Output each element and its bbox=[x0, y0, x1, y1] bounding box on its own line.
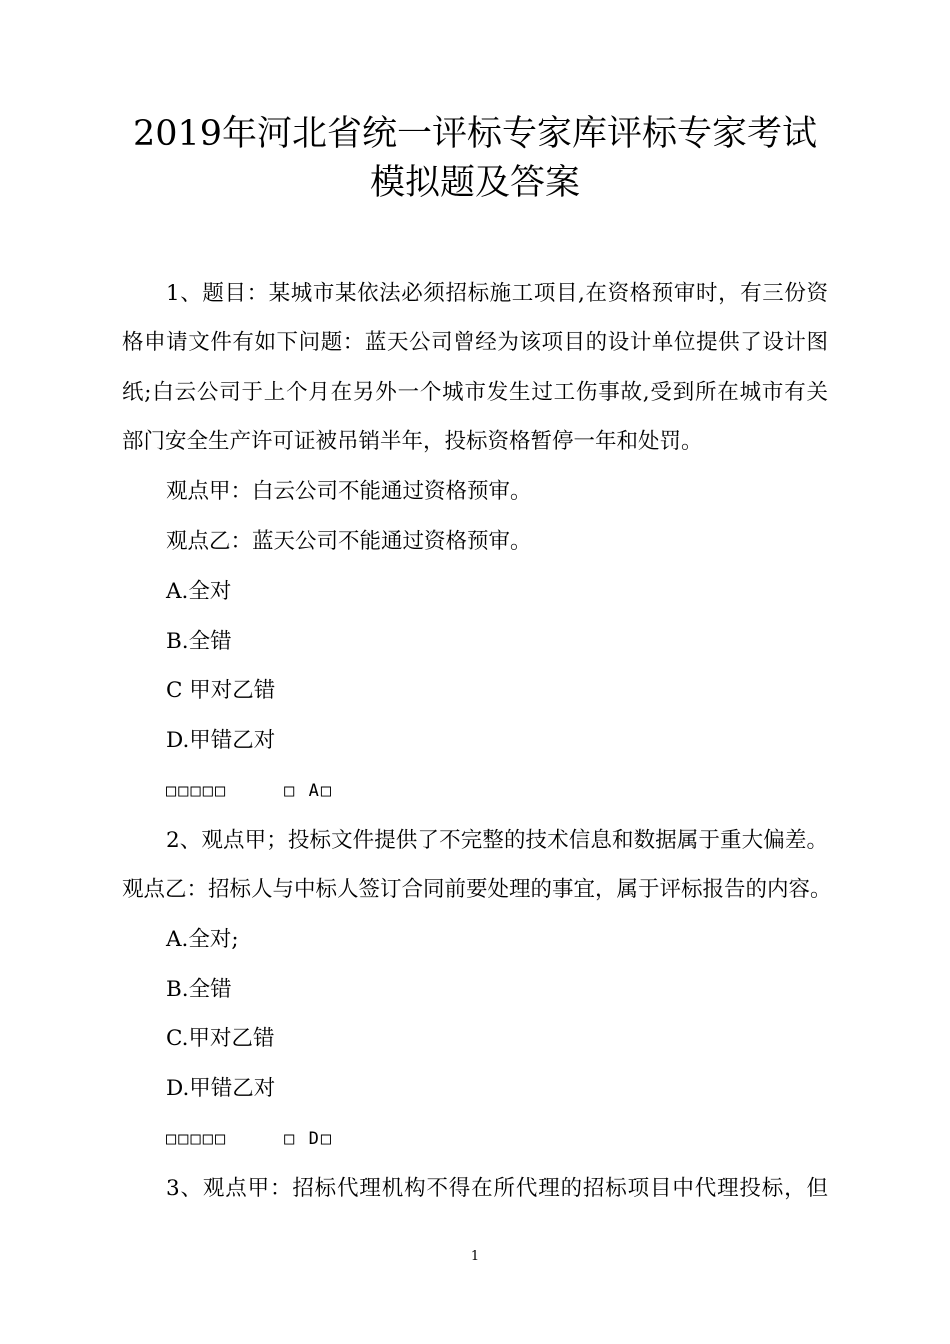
q1-text-line-1: 1、题目：某城市某依法必须招标施工项目,在资格预审时，有三份资 bbox=[166, 281, 828, 306]
q1-text-line-3: 纸;白云公司于上个月在另外一个城市发生过工伤事故,受到所在城市有关 bbox=[122, 380, 828, 405]
document-title-line-2: 模拟题及答案 bbox=[369, 163, 580, 203]
q2-option-d: D.甲错乙对 bbox=[166, 1076, 276, 1101]
q2-text-line-2: 观点乙：招标人与中标人签订合同前要处理的事宜，属于评标报告的内容。 bbox=[122, 877, 832, 902]
document-title-line-1: 2019年河北省统一评标专家库评标专家考试 bbox=[132, 114, 818, 154]
q1-view-a: 观点甲：白云公司不能通过资格预审。 bbox=[166, 479, 532, 504]
page-number: 1 bbox=[470, 1249, 480, 1264]
q1-text-line-2: 格申请文件有如下问题：蓝天公司曾经为该项目的设计单位提供了设计图 bbox=[122, 330, 828, 355]
q2-option-c: C.甲对乙错 bbox=[166, 1026, 275, 1051]
q1-option-c: C 甲对乙错 bbox=[166, 678, 276, 703]
q2-option-b: B.全错 bbox=[166, 977, 232, 1002]
q1-view-b: 观点乙：蓝天公司不能通过资格预审。 bbox=[166, 529, 532, 554]
q1-option-d: D.甲错乙对 bbox=[166, 728, 276, 753]
q1-text-line-4: 部门安全生产许可证被吊销半年，投标资格暂停一年和处罚。 bbox=[122, 429, 703, 454]
q1-answer: □□□□□ □ A□ bbox=[166, 781, 334, 801]
q2-option-a: A.全对; bbox=[166, 927, 239, 952]
q1-option-a: A.全对 bbox=[166, 579, 232, 604]
q2-text-line-1: 2、观点甲；投标文件提供了不完整的技术信息和数据属于重大偏差。 bbox=[166, 828, 828, 853]
q2-answer: □□□□□ □ D□ bbox=[166, 1129, 334, 1149]
q3-text-line-1: 3、观点甲：招标代理机构不得在所代理的招标项目中代理投标，但 bbox=[166, 1176, 828, 1201]
q1-option-b: B.全错 bbox=[166, 629, 232, 654]
